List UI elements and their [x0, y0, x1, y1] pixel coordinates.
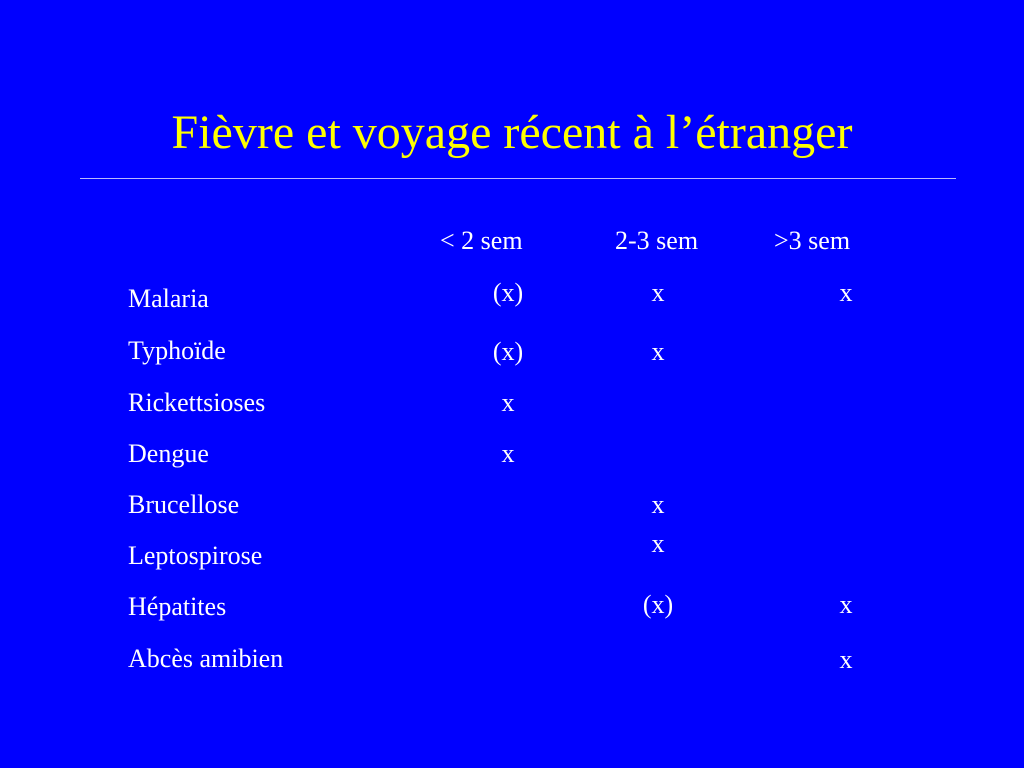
row-label: Rickettsioses: [128, 388, 266, 417]
slide-title: Fièvre et voyage récent à l’étranger: [171, 106, 853, 159]
row-label: Dengue: [128, 439, 209, 468]
row-label: Leptospirose: [128, 541, 263, 570]
column-header-lt-2-sem: < 2 sem: [440, 226, 523, 255]
cell-mark: (x): [642, 590, 674, 619]
column-header-gt-3-sem: >3 sem: [774, 226, 851, 255]
cell-mark: (x): [492, 337, 524, 366]
row-label: Malaria: [128, 284, 209, 313]
row-label: Abcès amibien: [128, 644, 284, 673]
column-header-2-3-sem: 2-3 sem: [615, 226, 699, 255]
cell-mark: x: [651, 490, 665, 519]
cell-mark: x: [839, 645, 853, 674]
title-divider: [80, 178, 956, 179]
cell-mark: x: [839, 278, 853, 307]
cell-mark: x: [501, 439, 515, 468]
cell-mark: x: [651, 529, 665, 558]
row-label: Hépatites: [128, 592, 227, 621]
cell-mark: (x): [492, 278, 524, 307]
cell-mark: x: [501, 388, 515, 417]
row-label: Brucellose: [128, 490, 240, 519]
cell-mark: x: [651, 278, 665, 307]
cell-mark: x: [839, 590, 853, 619]
row-label: Typhoïde: [128, 336, 226, 365]
cell-mark: x: [651, 337, 665, 366]
